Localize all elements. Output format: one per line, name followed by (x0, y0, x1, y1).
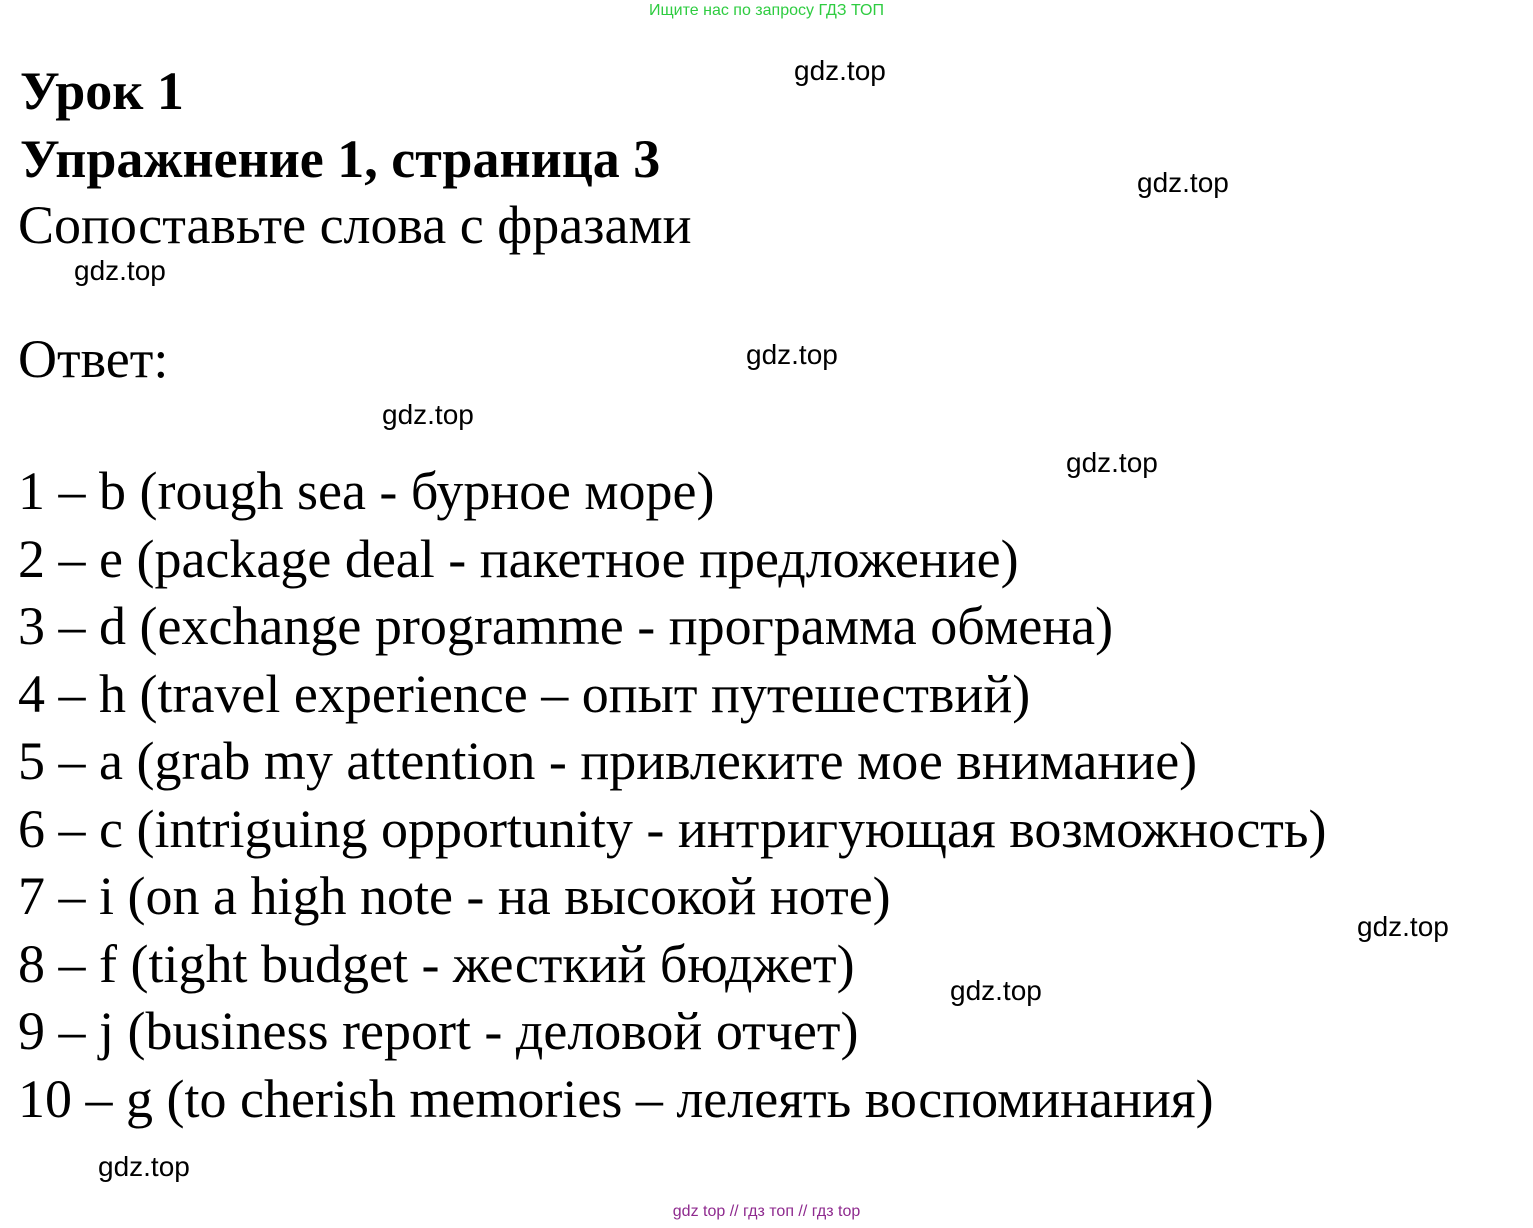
answer-item: 10 – g (to cherish memories – лелеять воспоминания) (18, 1068, 1214, 1129)
answer-item: 5 – a (grab my attention - привлеките мое внимание) (18, 731, 1198, 791)
answer-item: 9 – j (business report - деловой отчет) (18, 1001, 859, 1061)
watermark: gdz.top (98, 1151, 190, 1182)
answer-item: 8 – f (tight budget - жесткий бюджет) (18, 933, 855, 994)
watermark: gdz.top (1066, 447, 1158, 478)
watermark: gdz.top (1357, 911, 1449, 942)
answer-item: 7 – i (on a high note - на высокой ноте) (18, 866, 891, 926)
watermark: gdz.top (74, 255, 166, 286)
footer-links[interactable]: gdz top // гдз топ // гдз top (672, 1203, 861, 1220)
watermark: gdz.top (746, 339, 838, 370)
answer-item: 2 – e (package deal - пакетное предложение) (18, 528, 1019, 589)
answer-label: Ответ: (18, 329, 169, 389)
answer-item: 6 – c (intriguing opportunity - интригующая возможность) (18, 798, 1327, 859)
watermark: gdz.top (950, 975, 1042, 1006)
lesson-title: Урок 1 (20, 61, 184, 121)
answer-item: 4 – h (travel experience – опыт путешествий) (18, 663, 1031, 724)
instruction-text: Сопоставьте слова с фразами (18, 195, 692, 255)
answer-item: 3 – d (exchange programme - программа обмена) (18, 596, 1114, 656)
answer-item: 1 – b (rough sea - бурное море) (18, 461, 715, 521)
watermark: gdz.top (794, 55, 886, 86)
answer-list (18, 458, 1327, 1133)
exercise-title: Упражнение 1, страница 3 (20, 129, 661, 189)
top-banner[interactable]: Ищите нас по запросу ГДЗ ТОП (649, 2, 884, 19)
watermark: gdz.top (1137, 167, 1229, 198)
watermark: gdz.top (382, 399, 474, 430)
